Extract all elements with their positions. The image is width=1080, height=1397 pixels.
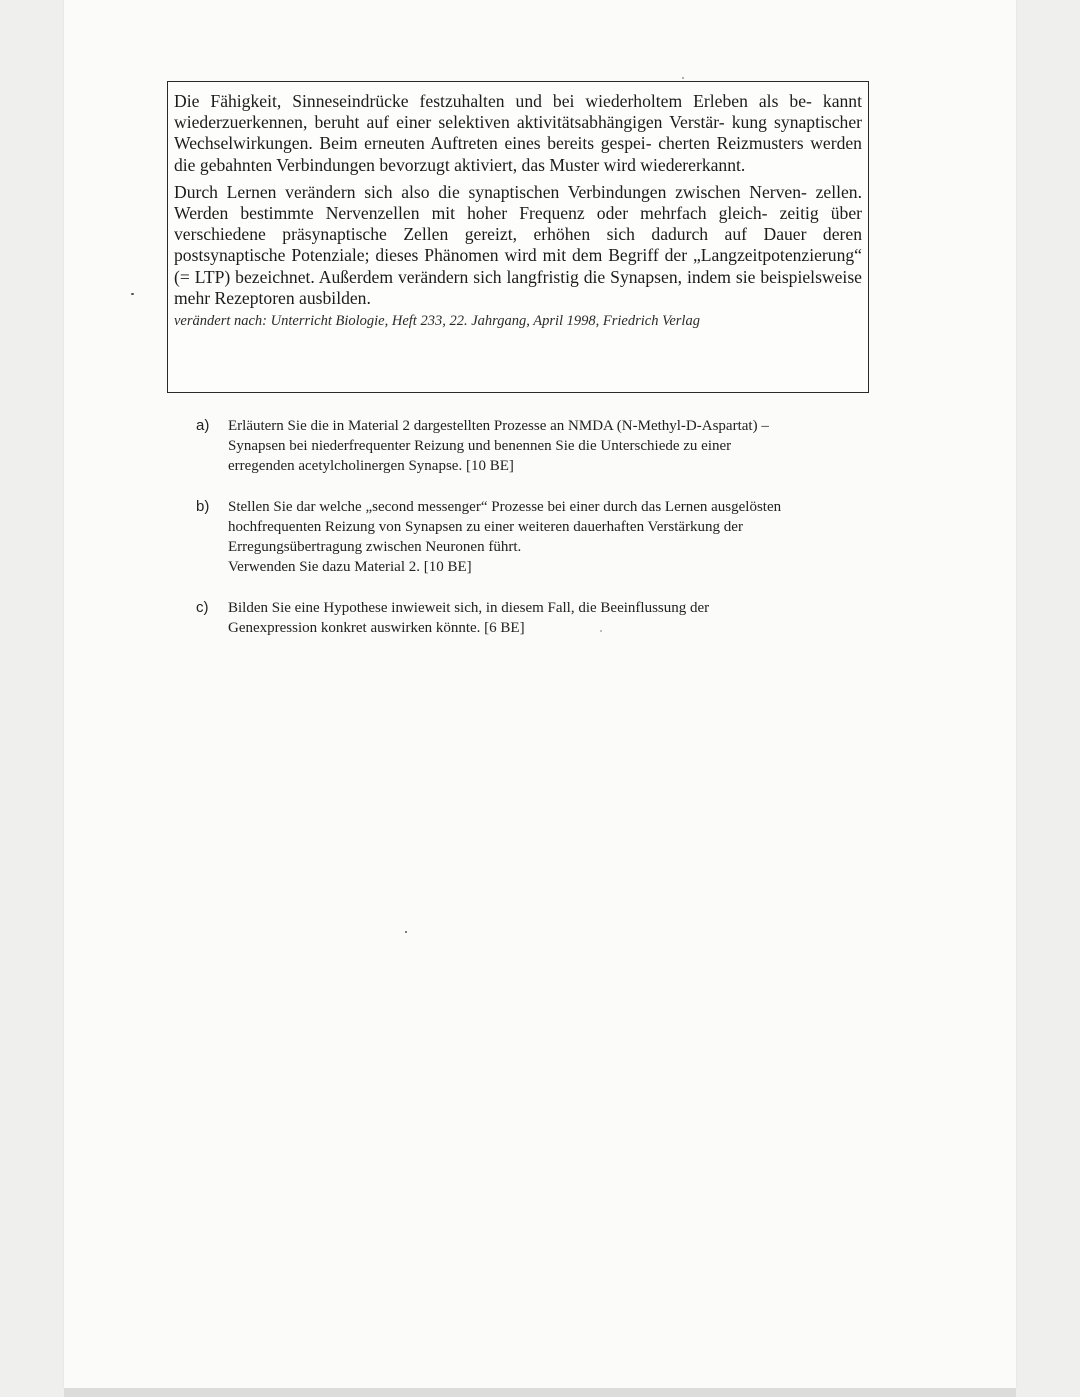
task-line: Erläutern Sie die in Material 2 dargestellten Prozesse an NMDA (N-Methyl-D-Aspartat) – bbox=[228, 418, 769, 434]
source-text-box bbox=[167, 81, 869, 393]
task-list bbox=[196, 416, 876, 659]
paragraph-line: Muster wird wiedererkannt. bbox=[549, 154, 746, 175]
task-line: Bilden Sie eine Hypothese inwieweit sich, in diesem Fall, die Beeinflussung der bbox=[228, 600, 710, 616]
task-a bbox=[196, 416, 876, 476]
scan-speck bbox=[131, 293, 134, 295]
paragraph-line: die Synapsen, indem sie beispielsweise mehr Rezeptoren ausbilden. bbox=[174, 266, 862, 308]
task-b bbox=[196, 497, 876, 577]
source-paragraph-1 bbox=[174, 91, 862, 176]
paragraph-line: zellen. Werden bestimmte Nervenzellen mit hoher Frequenz oder mehrfach gleich- bbox=[174, 181, 862, 224]
paragraph-line: Die Fähigkeit, Sinneseindrücke festzuhalten und bei wiederholtem Erleben als be- bbox=[174, 91, 812, 111]
task-letter: b) bbox=[196, 498, 210, 515]
paragraph-line: kung synaptischer Wechselwirkungen. Beim erneuten Auftreten eines bereits gespei- bbox=[174, 112, 862, 154]
scan-speck bbox=[405, 931, 407, 933]
task-text bbox=[228, 497, 876, 577]
source-citation: verändert nach: Unterricht Biologie, Heft 233, 22. Jahrgang, April 1998, Friedrich Verlag bbox=[174, 313, 700, 330]
scan-speck bbox=[682, 77, 684, 79]
task-letter: a) bbox=[196, 417, 210, 434]
paragraph-line: kannt wiederzuerkennen, beruht auf einer selektiven aktivitätsabhängigen Verstär- bbox=[174, 91, 862, 133]
scan-bottom-edge bbox=[64, 1388, 1016, 1397]
paragraph-line: Dauer deren postsynaptische Potenziale; dieses Phänomen wird mit dem Begriff der bbox=[174, 224, 863, 266]
task-line: erregenden acetylcholinergen Synapse. [10 BE] bbox=[228, 458, 514, 474]
paragraph-line: cherten Reizmusters werden die gebahnten Verbindungen bevorzugt aktiviert, das bbox=[174, 133, 862, 175]
source-paragraph-2 bbox=[174, 182, 862, 309]
task-text bbox=[228, 416, 876, 476]
task-line: Synapsen bei niederfrequenter Reizung und benennen Sie die Unterschiede zu einer bbox=[228, 438, 732, 454]
task-line: Verwenden Sie dazu Material 2. [10 BE] bbox=[228, 559, 472, 575]
task-letter: c) bbox=[196, 599, 209, 616]
paragraph-line-ltp: „Langzeitpotenzierung“ (= LTP) bezeichnet. Außerdem verändern sich langfristig bbox=[174, 245, 862, 287]
task-c bbox=[196, 598, 876, 638]
paragraph-line: zeitig über verschiedene präsynaptische Zellen gereizt, erhöhen sich dadurch auf bbox=[174, 203, 862, 245]
task-line: hochfrequenten Reizung von Synapsen zu einer weiteren dauerhaften Verstärkung der bbox=[228, 519, 743, 535]
task-line: Erregungsübertragung zwischen Neuronen führt. bbox=[228, 539, 522, 555]
task-text bbox=[228, 598, 876, 638]
scan-speck bbox=[600, 630, 602, 632]
task-line: Stellen Sie dar welche „second messenger“ Prozesse bei einer durch das Lernen ausgelösten bbox=[228, 499, 782, 515]
task-line: Genexpression konkret auswirken könnte. [6 BE] bbox=[228, 620, 525, 636]
paragraph-line: Durch Lernen verändern sich also die synaptischen Verbindungen zwischen Nerven- bbox=[174, 181, 807, 202]
